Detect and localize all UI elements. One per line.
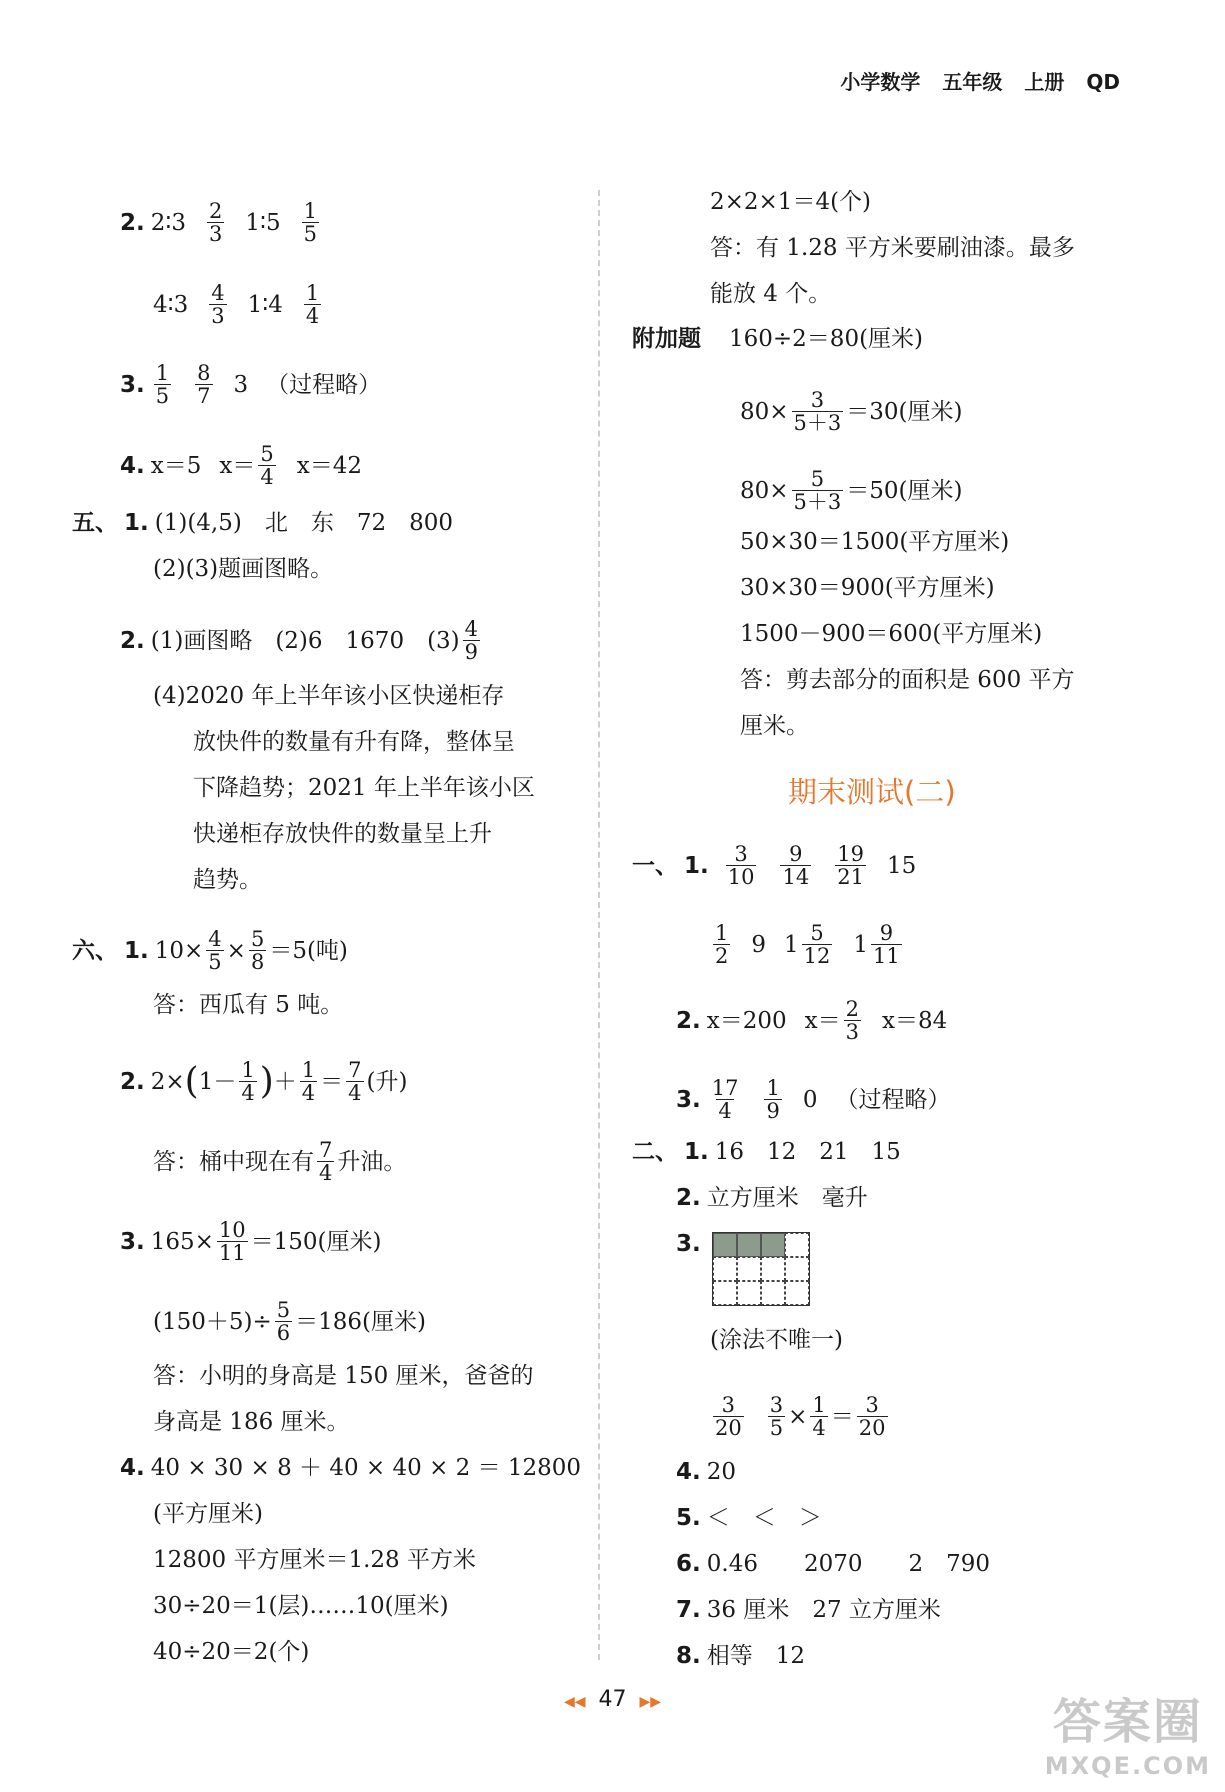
fraction: $\frac{3}{5+3}$	[793, 388, 842, 435]
fraction: $\frac{7}{4}$	[348, 1058, 362, 1105]
answer-4-4: 4. x＝5 x＝ $\frac{5}{4}$ x＝42	[120, 442, 362, 489]
page-number: 47	[598, 1687, 627, 1712]
fraction: $\frac{5}{5+3}$	[793, 467, 842, 514]
extra-question: 附加题 160÷2＝80(厘米)	[632, 326, 924, 352]
extra-l6: 1500－900＝600(平方厘米)	[740, 621, 1043, 647]
column-divider	[598, 190, 600, 1660]
section-6-q3-step2: (150＋5)÷ $\frac{5}{6}$ ＝186(厘米)	[153, 1298, 426, 1345]
fraction: $\frac{5}{12}$	[803, 921, 831, 968]
fraction: $\frac{2}{3}$	[845, 997, 859, 1044]
section-6-q4-l5: 40÷20＝2(个)	[153, 1639, 310, 1665]
extra-answer1: 答：剪去部分的面积是 600 平方	[740, 667, 1075, 693]
fraction: $\frac{9}{11}$	[873, 921, 900, 968]
section-6-q3: 3. 165× $\frac{10}{11}$ ＝150(厘米)	[120, 1218, 382, 1265]
section-5-q1: 五、 1. (1)(4,5) 北 东 72 800	[72, 510, 454, 536]
fraction: $\frac{10}{11}$	[218, 1218, 246, 1265]
extra-l5: 30×30＝900(平方厘米)	[740, 575, 995, 601]
answer-4-2-row1	[120, 200, 322, 245]
header-subject: 小学数学	[840, 70, 921, 94]
fraction: $\frac{4}{9}$	[464, 617, 479, 664]
section-6-q3-answer2: 身高是 186 厘米。	[153, 1409, 350, 1435]
answer-4-2-row2	[153, 282, 324, 327]
test2-s2-q3-calc: $\frac{3}{20}$ $\frac{3}{5}$ × $\frac{1}{4}$ ＝ $\frac{3}{20}$	[715, 1393, 886, 1440]
next-arrow-icon: ▶▶	[639, 1694, 662, 1710]
test2-q2: 2. x＝200 x＝ $\frac{2}{3}$ x＝84	[676, 997, 948, 1044]
section-6-q1: 六、 1. 10× $\frac{4}{5}$ × $\frac{5}{8}$ ＝5(吨)	[72, 927, 348, 974]
fraction: $\frac{3}{5}$	[769, 1393, 784, 1440]
section-5-q2-4-line1: (4)2020 年上半年该小区快递柜存	[153, 683, 505, 709]
ratio: 1∶4	[247, 291, 283, 318]
fraction: $\frac{5}{4}$	[260, 442, 274, 489]
fraction: $\frac{17}{4}$	[711, 1076, 739, 1123]
ratio: 1∶5	[245, 209, 281, 236]
watermark-logo: 答案圈 MXQE.COM	[1044, 1694, 1211, 1780]
page-number-bar	[0, 1687, 1225, 1712]
prev-arrow-icon: ◀◀	[563, 1694, 586, 1710]
section-6-q4-l3: 12800 平方厘米＝1.28 平方米	[153, 1547, 476, 1573]
fraction: $\frac{1}{5}$	[303, 199, 318, 246]
ratio: 4∶3	[153, 291, 189, 318]
section-5-q2-4-line2: 放快件的数量有升有降，整体呈	[193, 729, 515, 755]
fraction: $\frac{1}{2}$	[715, 921, 729, 968]
shaded-grid-diagram	[712, 1232, 810, 1306]
fraction: $\frac{3}{10}$	[727, 842, 755, 889]
section-6-q2: 2. 2× ( 1－ $\frac{1}{4}$ ) ＋ $\frac{1}{4}$ ＝ $\frac{7}{4}$ (升)	[120, 1058, 408, 1105]
test2-s2-q4: 4. 20	[676, 1459, 737, 1485]
test2-q1-row1: 一、 1. $\frac{3}{10}$ $\frac{9}{14}$ $\frac{19}{21}$ 15	[632, 842, 917, 889]
fraction: $\frac{1}{4}$	[301, 1058, 316, 1105]
section-5-q2-4-line4: 快递柜存放快件的数量呈上升	[193, 821, 492, 847]
answer-4-3: 3. $\frac{1}{5}$ $\frac{8}{7}$ 3 （过程略）	[120, 361, 382, 408]
cont-line2: 答：有 1.28 平方米要刷油漆。最多	[710, 235, 1075, 261]
question-number: 2.	[120, 209, 145, 236]
section-6-q4: 4. 40 × 30 × 8 ＋ 40 × 40 × 2 ＝ 12800	[120, 1455, 582, 1481]
extra-answer2: 厘米。	[740, 713, 809, 739]
fraction: $\frac{7}{4}$	[319, 1138, 333, 1185]
test2-s2-q3-number: 3.	[676, 1231, 701, 1257]
fraction: $\frac{5}{6}$	[276, 1298, 291, 1345]
fraction: $\frac{3}{20}$	[858, 1393, 886, 1440]
test2-q3: 3. $\frac{17}{4}$ $\frac{1}{9}$ 0 （过程略）	[676, 1076, 951, 1123]
section-6-q4-l4: 30÷20＝1(层)……10(厘米)	[153, 1593, 449, 1619]
fraction: $\frac{1}{4}$	[812, 1393, 826, 1440]
fraction: $\frac{1}{4}$	[241, 1058, 255, 1105]
section-5-q2: 2. (1)画图略 (2)6 1670 (3) $\frac{4}{9}$	[120, 617, 479, 664]
test2-s2-q2: 2. 立方厘米 毫升	[676, 1185, 868, 1211]
test2-s2-q8: 8. 相等 12	[676, 1643, 806, 1669]
test2-s2-q6: 6. 0.46 2070 2 790	[676, 1551, 991, 1577]
fraction: $\frac{5}{8}$	[250, 927, 265, 974]
cont-line3: 能放 4 个。	[710, 281, 832, 307]
fraction: $\frac{2}{3}$	[209, 199, 223, 246]
test2-s2-q5: 5. ＜ ＜ ＞	[676, 1505, 822, 1531]
section-5-q1b: (2)(3)题画图略。	[153, 556, 334, 582]
section-5-q2-4-line5: 趋势。	[193, 867, 262, 893]
header-volume: 上册	[1024, 70, 1065, 94]
test2-s2-q7: 7. 36 厘米 27 立方厘米	[676, 1597, 941, 1623]
fraction: $\frac{4}{5}$	[208, 927, 222, 974]
extra-l4: 50×30＝1500(平方厘米)	[740, 529, 1010, 555]
extra-l2: 80× $\frac{3}{5+3}$ ＝30(厘米)	[740, 388, 963, 435]
section-6-q2-answer: 答：桶中现在有 $\frac{7}{4}$ 升油。	[153, 1138, 407, 1185]
ratio: 2∶3	[150, 209, 187, 236]
test2-s2-q1: 二、 1. 16 12 21 15	[632, 1139, 901, 1165]
test2-s2-q3-note: (涂法不唯一)	[710, 1327, 843, 1353]
header-edition: QD	[1086, 70, 1120, 94]
section-title: 期末测试(二)	[788, 775, 956, 809]
fraction: $\frac{1}{5}$	[155, 361, 170, 408]
extra-l3: 80× $\frac{5}{5+3}$ ＝50(厘米)	[740, 467, 963, 514]
fraction: $\frac{8}{7}$	[197, 361, 211, 408]
section-6-q4-l2: (平方厘米)	[153, 1501, 263, 1527]
cont-line1: 2×2×1＝4(个)	[710, 189, 872, 215]
section-6-q3-answer1: 答：小明的身高是 150 厘米，爸爸的	[153, 1363, 534, 1389]
fraction: $\frac{1}{4}$	[305, 281, 320, 328]
test2-q1-row2: $\frac{1}{2}$ 9 1 $\frac{5}{12}$ 1 $\frac{9}{11}$	[715, 921, 900, 968]
fraction: $\frac{1}{9}$	[766, 1076, 780, 1123]
section-6-q1-answer: 答：西瓜有 5 吨。	[153, 992, 344, 1018]
fraction: $\frac{9}{14}$	[782, 842, 810, 889]
section-5-q2-4-line3: 下降趋势；2021 年上半年该小区	[193, 775, 535, 801]
page-header	[818, 66, 1120, 95]
fraction: $\frac{19}{21}$	[837, 842, 864, 889]
fraction: $\frac{3}{20}$	[715, 1393, 742, 1440]
header-grade: 五年级	[942, 70, 1003, 94]
fraction: $\frac{4}{3}$	[211, 281, 225, 328]
